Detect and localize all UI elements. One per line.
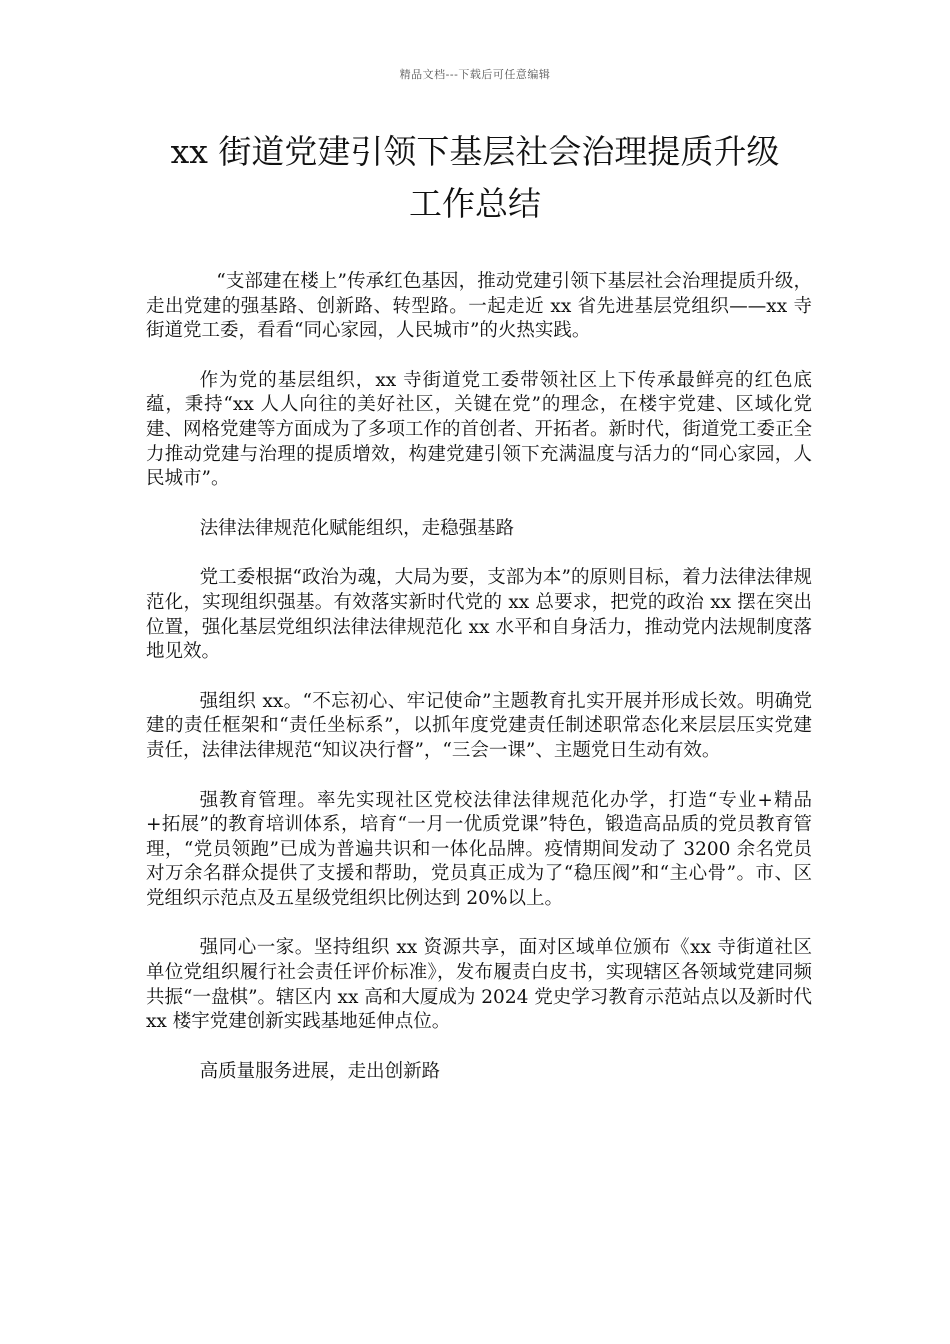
section-heading: 高质量服务进展，走出创新路: [199, 1060, 441, 1082]
body-paragraph: 作为党的基层组织，xx 寺街道党工委带领社区上下传承最鲜亮的红色底蕴，秉持“xx 人人向往的美好社区，关键在党”的理念，在楼宇党建、区域化党建、网格党建等方面成为了多项工作的首创者、开拓者。新时代，街道党工委正全力推动党建与治理的提质增效，构建党建引领下充满温度与活力的“同心家园，人民城市”。: [146, 369, 813, 490]
document-title: [140, 126, 810, 230]
body-paragraph: 党工委根据“政治为魂，大局为要，支部为本”的原则目标，着力法律法律规范化，实现组织强基。有效落实新时代党的 xx 总要求，把党的政治 xx 摆在突出位置，强化基层党组织法律法律规范化 xx 水平和自身活力，推动党内法规制度落地见效。: [146, 567, 812, 663]
section-heading: 法律法律规范化赋能组织，走稳强基路: [199, 517, 515, 539]
title-line-1: xx 街道党建引领下基层社会治理提质升级: [170, 132, 780, 171]
intro-paragraph: “支部建在楼上”传承红色基因，推动党建引领下基层社会治理提质升级，走出党建的强基路、创新路、转型路。一起走近 xx 省先进基层党组织——xx 寺街道党工委，看看“同心家园，人民城市”的火热实践。: [146, 271, 812, 342]
document-body: [146, 270, 812, 1109]
header-watermark: 精品文档---下载后可任意编辑: [399, 68, 551, 81]
body-paragraph: 强组织 xx。“不忘初心、牢记使命”主题教育扎实开展并形成长效。明确党建的责任框架和“责任坐标系”，以抓年度党建责任制述职常态化来层层压实党建责任，法律法律规范“知议决行督”，“三会一课”、主题党日生动有效。: [146, 690, 812, 761]
body-paragraph: 强教育管理。率先实现社区党校法律法律规范化办学，打造“专业+精品+拓展”的教育培训体系，培育“一月一优质党课”特色，锻造高品质的党员教育管理，“党员领跑”已成为普遍共识和一体化品牌。疫情期间发动了 3200 余名党员对万余名群众提供了支援和帮助，党员真正成为了“稳压阀”和“主心骨”。市、区党组织示范点及五星级党组织比例达到 20%以上。: [146, 789, 812, 909]
title-line-2: 工作总结: [409, 184, 541, 223]
body-paragraph: 强同心一家。坚持组织 xx 资源共享，面对区域单位颁布《xx 寺街道社区单位党组织履行社会责任评价标准》，发布履责白皮书，实现辖区各领域党建同频共振“一盘棋”。辖区内 xx 高和大厦成为 2024 党史学习教育示范站点以及新时代 xx 楼宇党建创新实践基地延伸点位。: [146, 937, 812, 1033]
